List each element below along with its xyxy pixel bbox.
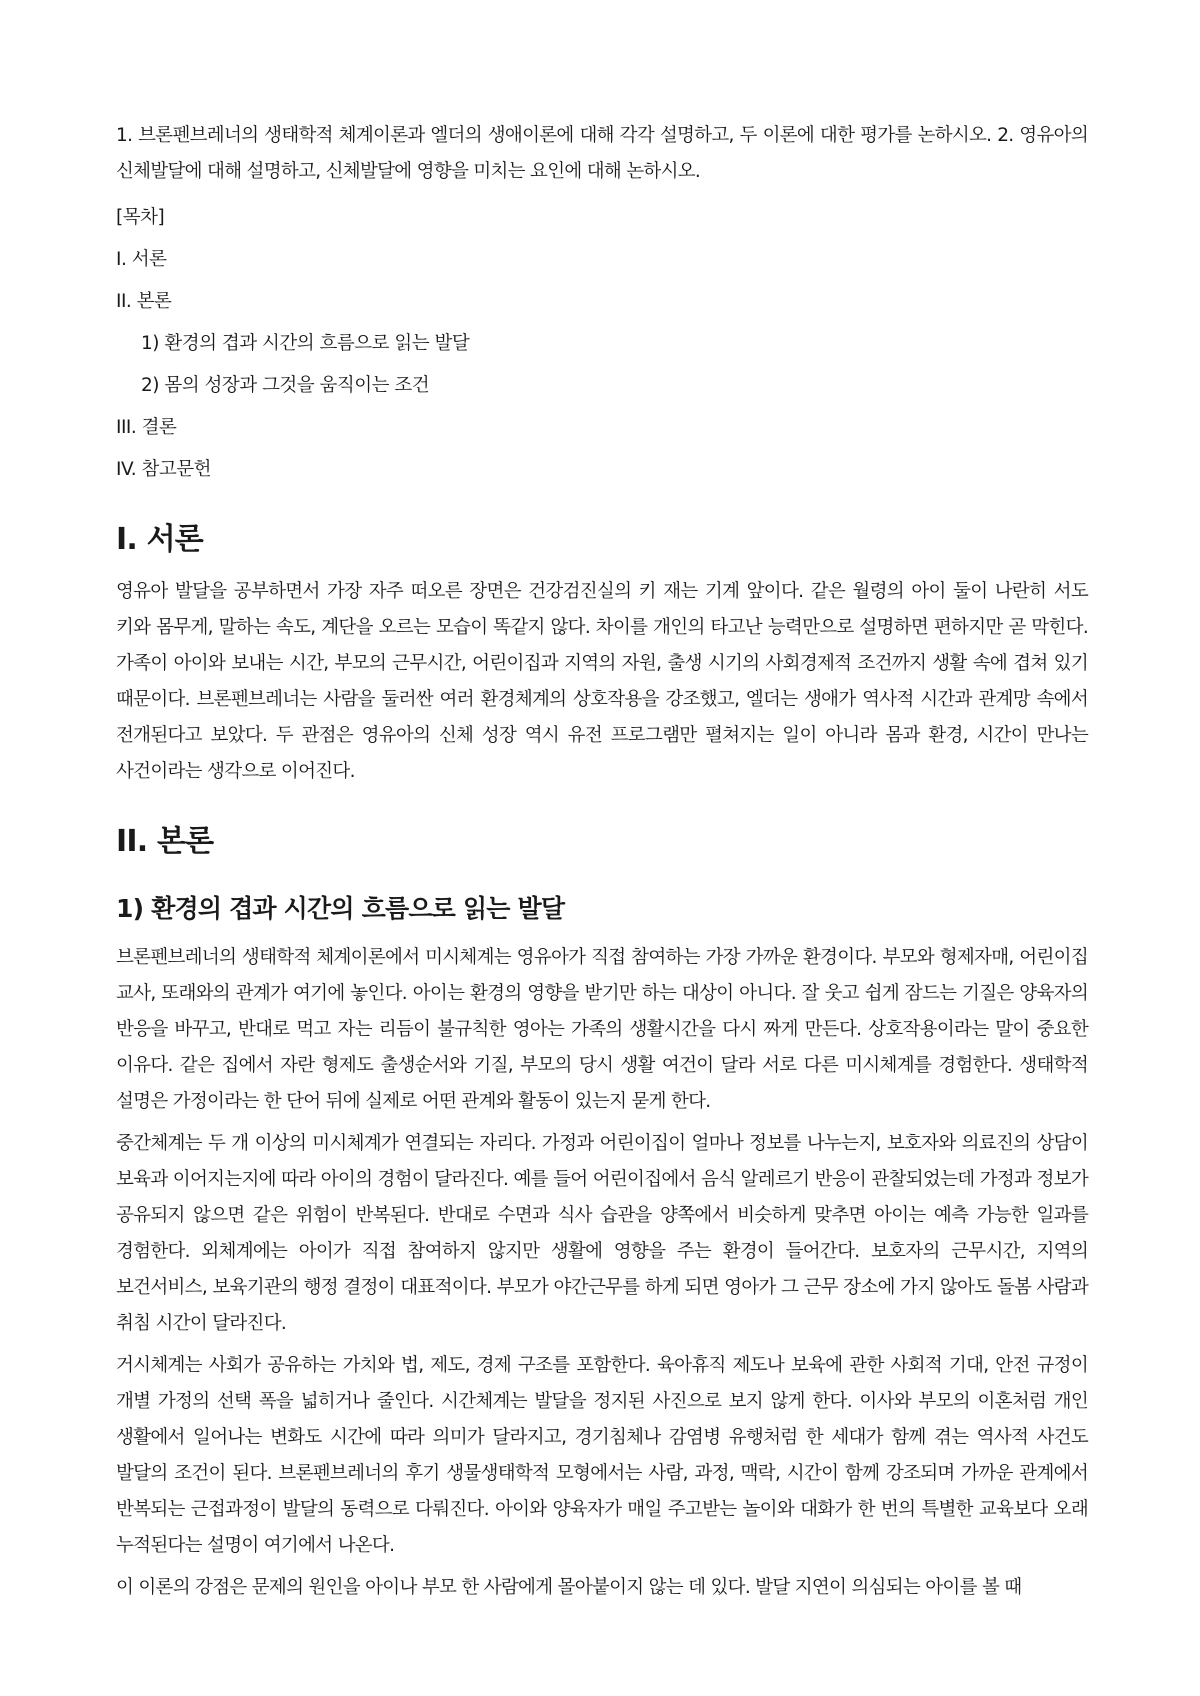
introduction-paragraph: 영유아 발달을 공부하면서 가장 자주 떠오른 장면은 건강검진실의 키 재는 기계 앞이다. 같은 월령의 아이 둘이 나란히 서도 키와 몸무게, 말하는 속도, 계단을 오르는 모습이 똑같지 않다. 차이를 개인의 타고난 능력만으로 설명하면 편하지만 곧 막힌다. 가족이 아이와 보내는 시간, 부모의 근무시간, 어린이집과 지역의 자원, 출생 시기의 사회경제적 조건까지 생활 속에 겹쳐 있기 때문이다. 브론펜브레너는 사람을 둘러싼 여러 환경체계의 상호작용을 강조했고, 엘더는 생애가 역사적 시간과 관계망 속에서 전개된다고 보았다. 두 관점은 영유아의 신체 성장 역시 유전 프로그램만 펼쳐지는 일이 아니라 몸과 환경, 시간이 만나는 사건이라는 생각으로 이어진다. bbox=[116, 581, 1088, 782]
toc-title: [목차] bbox=[116, 207, 165, 228]
toc-item-main-body: II. 본론 bbox=[116, 291, 172, 312]
section-1-paragraph: 거시체계는 사회가 공유하는 가치와 법, 제도, 경제 구조를 포함한다. 육아휴직 제도나 보육에 관한 사회적 기대, 안전 규정이 개별 가정의 선택 폭을 넓히거나 줄인다. 시간체계는 발달을 정지된 사진으로 보지 않게 한다. 이사와 부모의 이혼처럼 개인 생활에서 일어나는 변화도 시간에 따라 의미가 달라지고, 경기침체나 감염병 유행처럼 한 세대가 함께 겪는 역사적 사건도 발달의 조건이 된다. 브론펜브레너의 후기 생물생태학적 모형에서는 사람, 과정, 맥락, 시간이 함께 강조되며 가까운 관계에서 반복되는 근접과정이 발달의 동력으로 다뤄진다. 아이와 양육자가 매일 주고받는 놀이와 대화가 한 번의 특별한 교육보다 오래 누적된다는 설명이 여기에서 나온다. bbox=[116, 1355, 1088, 1556]
toc-item-section-1: 1) 환경의 겹과 시간의 흐름으로 읽는 발달 bbox=[141, 333, 470, 354]
main-body-heading: II. 본론 bbox=[116, 824, 214, 859]
assignment-question: 1. 브론펜브레너의 생태학적 체계이론과 엘더의 생애이론에 대해 각각 설명하고, 두 이론에 대한 평가를 논하시오. 2. 영유아의 신체발달에 대해 설명하고, 신체발달에 영향을 미치는 요인에 대해 논하시오. bbox=[116, 125, 1088, 182]
toc-item-introduction: I. 서론 bbox=[116, 249, 167, 270]
introduction-heading: I. 서론 bbox=[116, 522, 203, 557]
section-1-paragraph: 브론펜브레너의 생태학적 체계이론에서 미시체계는 영유아가 직접 참여하는 가장 가까운 환경이다. 부모와 형제자매, 어린이집 교사, 또래와의 관계가 여기에 놓인다. 아이는 환경의 영향을 받기만 하는 대상이 아니다. 잘 웃고 쉽게 잠드는 기질은 양육자의 반응을 바꾸고, 반대로 먹고 자는 리듬이 불규칙한 영아는 가족의 생활시간을 다시 짜게 만든다. 상호작용이라는 말이 중요한 이유다. 같은 집에서 자란 형제도 출생순서와 기질, 부모의 당시 생활 여건이 달라 서로 다른 미시체계를 경험한다. 생태학적 설명은 가정이라는 한 단어 뒤에 실제로 어떤 관계와 활동이 있는지 묻게 한다. bbox=[116, 947, 1088, 1112]
toc-item-references: IV. 참고문헌 bbox=[116, 459, 211, 480]
section-1-paragraph: 중간체계는 두 개 이상의 미시체계가 연결되는 자리다. 가정과 어린이집이 얼마나 정보를 나누는지, 보호자와 의료진의 상담이 보육과 이어지는지에 따라 아이의 경험이 달라진다. 예를 들어 어린이집에서 음식 알레르기 반응이 관찰되었는데 가정과 정보가 공유되지 않으면 같은 위험이 반복된다. 반대로 수면과 식사 습관을 양쪽에서 비슷하게 맞추면 아이는 예측 가능한 일과를 경험한다. 외체계에는 아이가 직접 참여하지 않지만 생활에 영향을 주는 환경이 들어간다. 보호자의 근무시간, 지역의 보건서비스, 보육기관의 행정 결정이 대표적이다. 부모가 야간근무를 하게 되면 영아가 그 근무 장소에 가지 않아도 돌봄 사람과 취침 시간이 달라진다. bbox=[116, 1133, 1088, 1334]
section-1-paragraph: 이 이론의 강점은 문제의 원인을 아이나 부모 한 사람에게 몰아붙이지 않는 데 있다. 발달 지연이 의심되는 아이를 볼 때 bbox=[116, 1577, 1022, 1598]
toc-item-section-2: 2) 몸의 성장과 그것을 움직이는 조건 bbox=[141, 375, 430, 396]
section-1-heading: 1) 환경의 겹과 시간의 흐름으로 읽는 발달 bbox=[116, 894, 565, 923]
table-of-contents bbox=[116, 242, 1088, 488]
toc-item-conclusion: III. 결론 bbox=[116, 417, 177, 438]
